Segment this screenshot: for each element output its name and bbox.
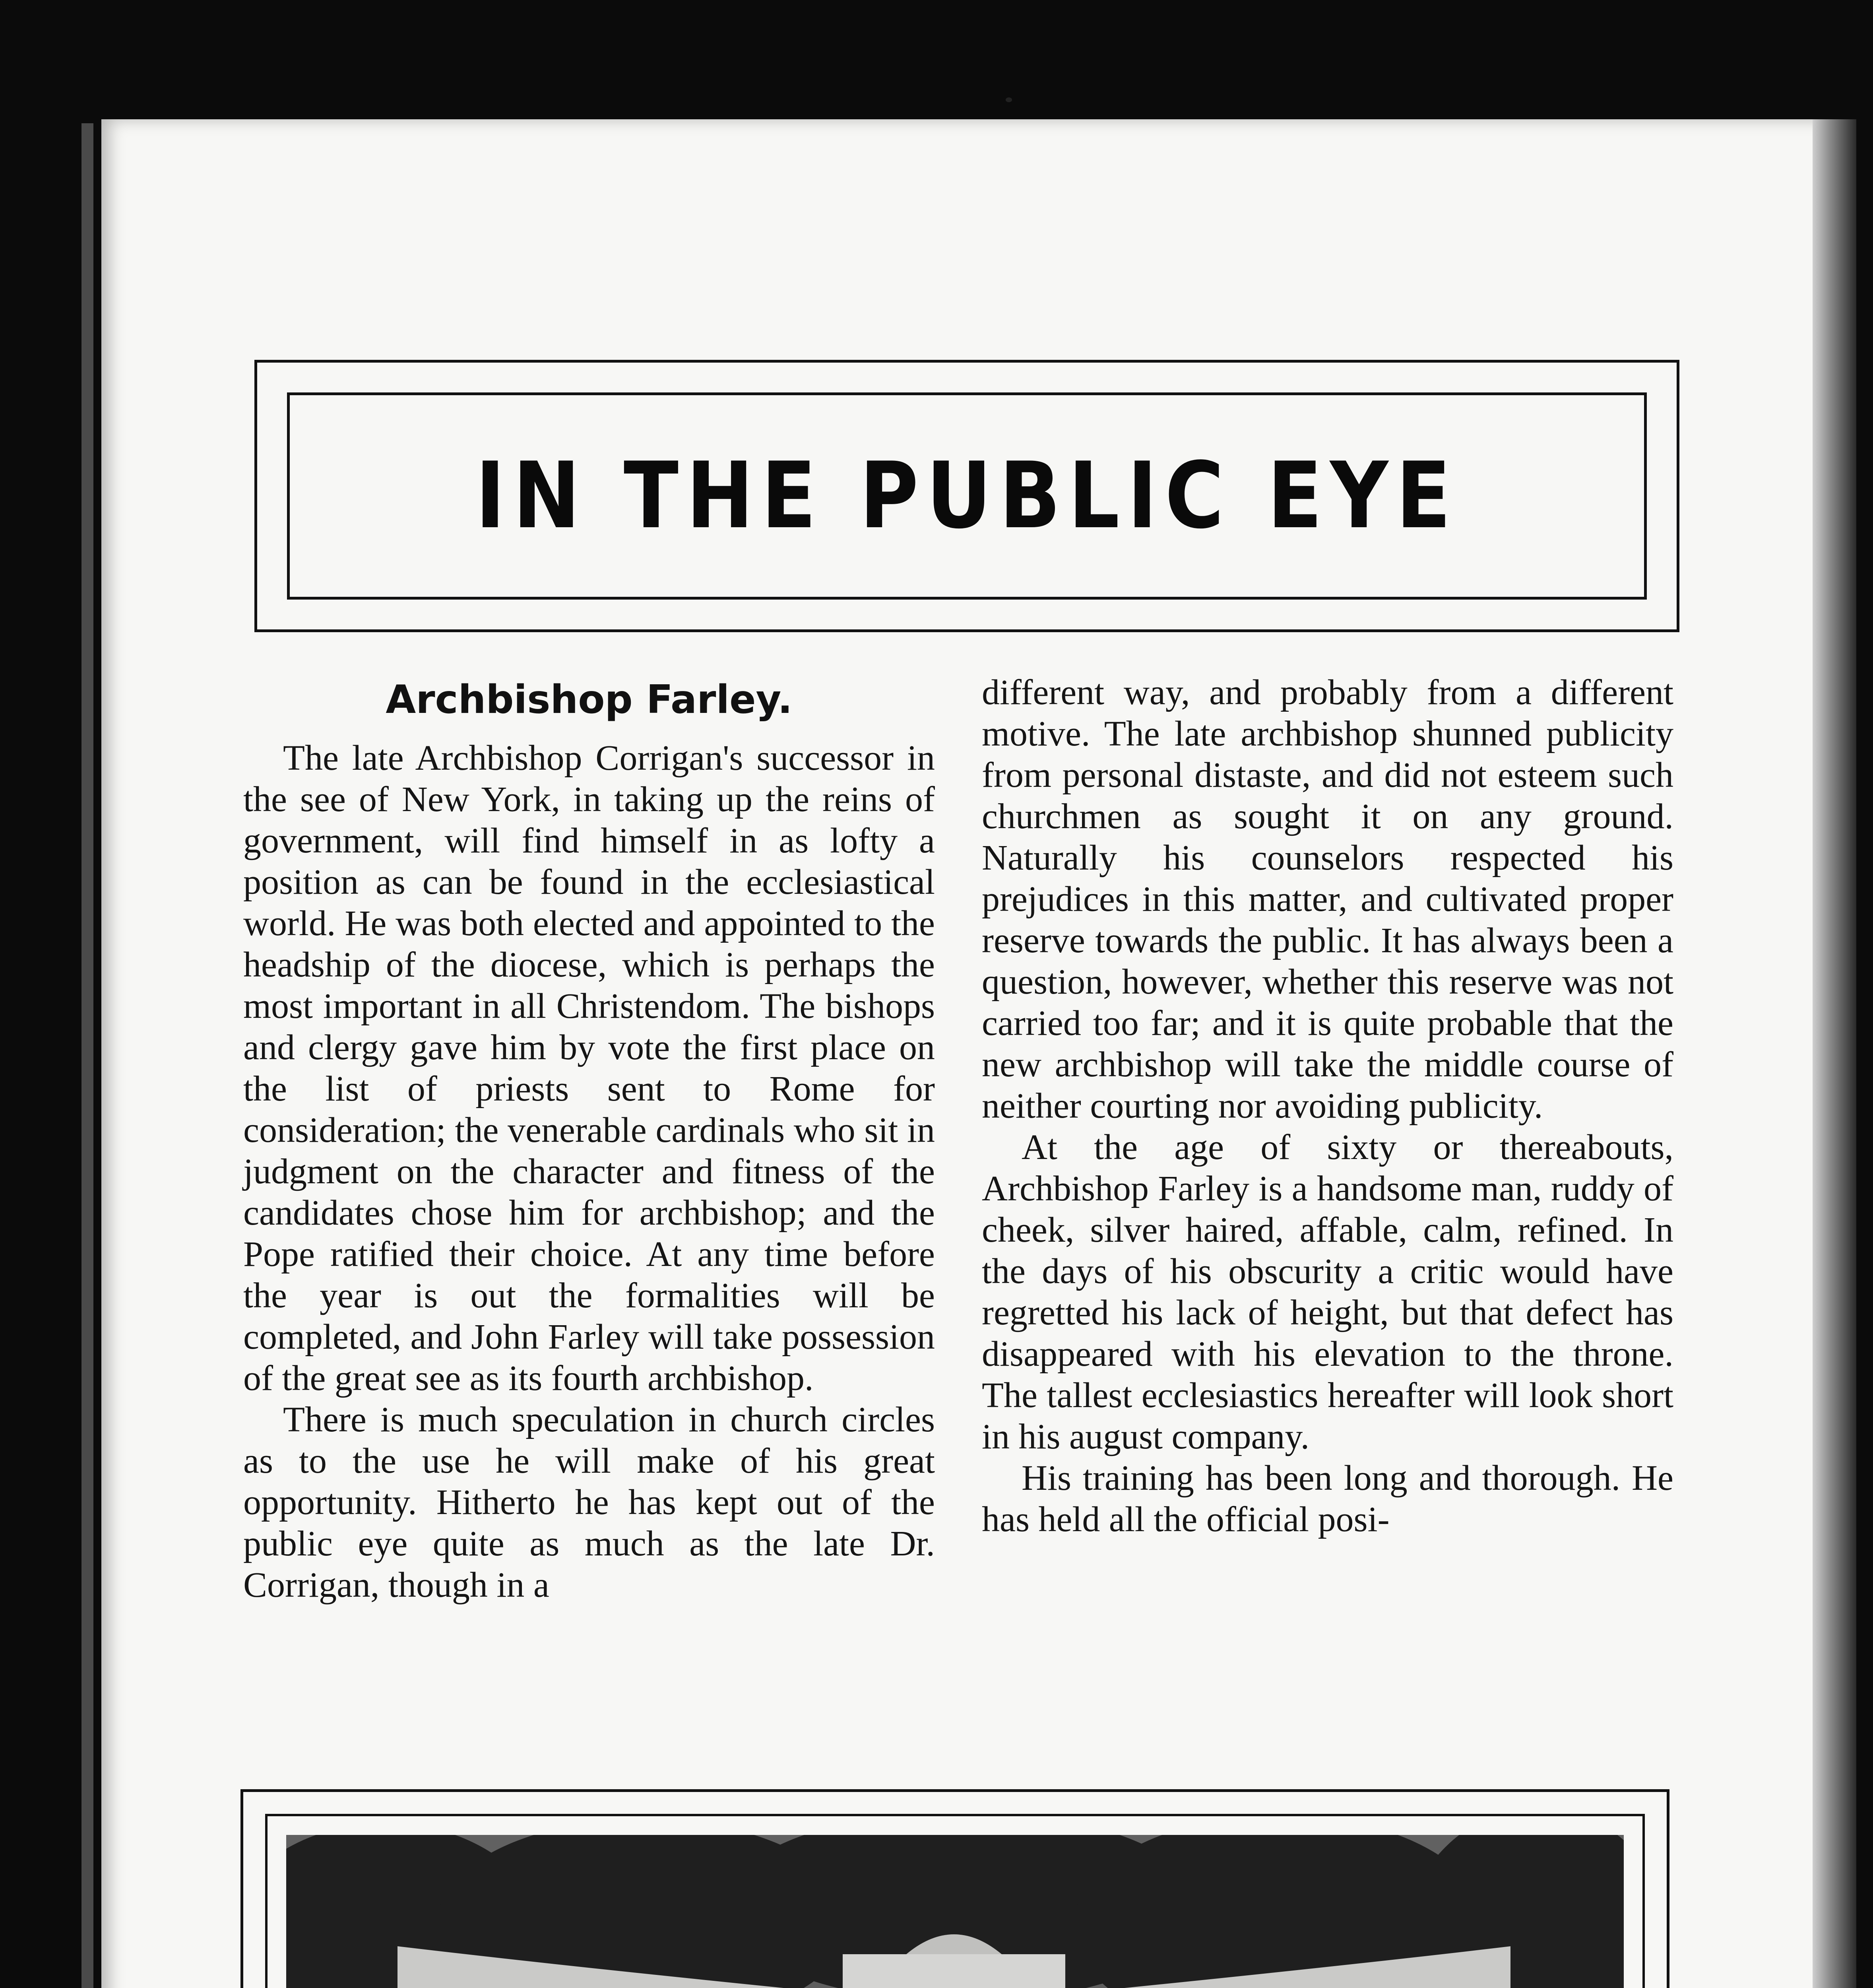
title-inner-frame xyxy=(287,392,1647,600)
article-paragraph: There is much speculation in church circles as to the use he will make of his great opportunity. Hitherto he has kept out of the public eye quite as much as the late Dr. Corrigan, though in a xyxy=(243,1400,935,1605)
article-heading: Archbishop Farley. xyxy=(386,677,793,722)
photo-frame xyxy=(240,1789,1669,1988)
page-edge-shadow xyxy=(1813,119,1856,1988)
article-paragraph: At the age of sixty or thereabouts, Archbishop Farley is a handsome man, ruddy of cheek, silver haired, affable, calm, refined. In the days of his obscurity a critic would have regretted his lack of height, but that defect has disappeared with his elevation to the throne. The tallest ecclesiastics hereafter will look short in his august company. xyxy=(982,1128,1673,1456)
article-paragraph: His training has been long and thorough. He has held all the official posi- xyxy=(982,1458,1673,1539)
memorial-illustration xyxy=(286,1835,1624,1988)
article-column-left xyxy=(243,672,935,1606)
print-speck xyxy=(1006,97,1012,102)
article-column-right xyxy=(982,672,1673,1540)
page-title: IN THE PUBLIC EYE xyxy=(475,443,1459,549)
article-paragraph: The late Archbishop Corrigan's successor in the see of New York, in taking up the reins of government, will find himself in as lofty a position as can be found in the ecclesiastical world. He was both elected and appointed to the headship of the diocese, which is perhaps the most important in all Christendom. The bishops and clergy gave him by vote the first place on the list of priests sent to Rome for consideration; the venerable cardinals who sit in judgment on the character and fitness of the candidates chose him for archbishop; and the Pope ratified their choice. At any time before the year is out the formalities will be completed, and John Farley will take possession of the great see as its fourth archbishop. xyxy=(243,738,935,1398)
article-paragraph: different way, and probably from a different motive. The late archbishop shunned publicity from personal distaste, and did not esteem such churchmen as sought it on any ground. Naturally his counselors respected his prejudices in this matter, and cultivated proper reserve towards the public. It has always been a question, however, whether this reserve was not carried too far; and it is quite probable that the new archbishop will take the middle course of neither courting nor avoiding publicity. xyxy=(982,673,1673,1126)
title-frame xyxy=(254,360,1679,632)
memorial-photograph xyxy=(286,1835,1624,1988)
page-binding-edge xyxy=(81,123,93,1988)
